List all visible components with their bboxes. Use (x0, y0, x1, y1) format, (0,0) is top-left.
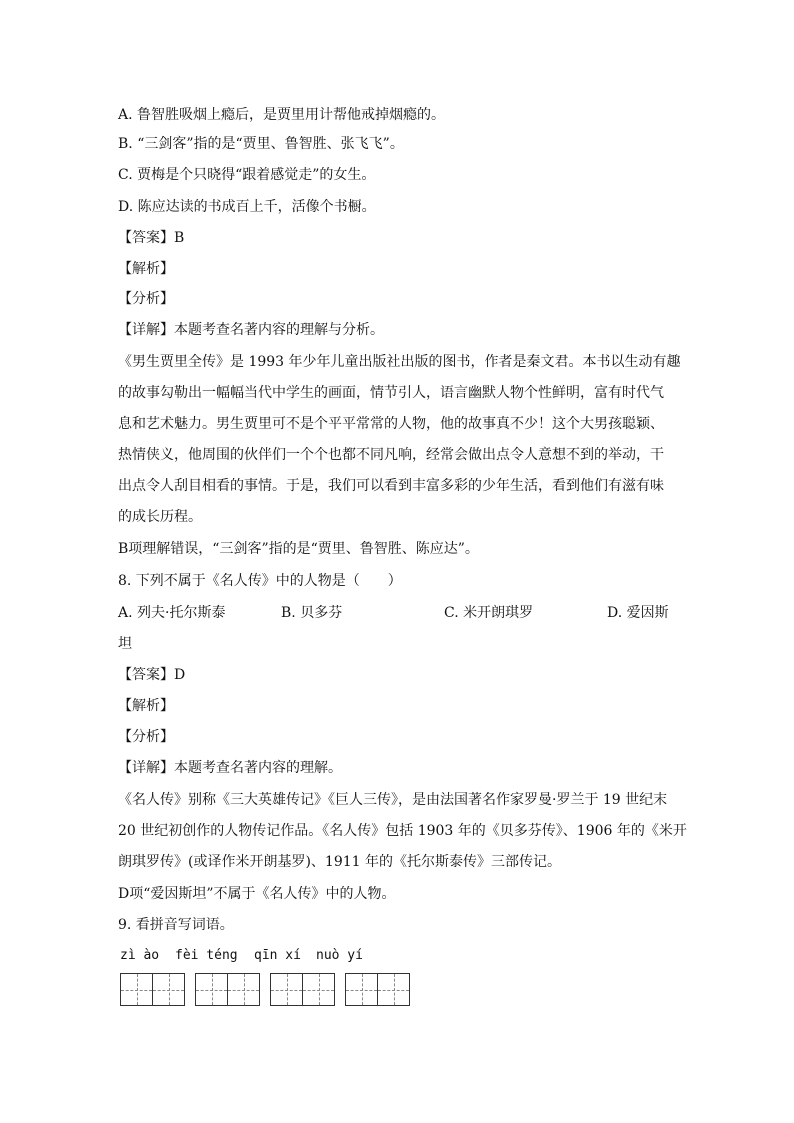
q8-option-b: B. 贝多芬 (281, 605, 343, 621)
q8-option-c: C. 米开朗琪罗 (444, 605, 534, 621)
q7-analysis-paragraph (118, 347, 681, 533)
q9-question: 9. 看拼音写词语。 (118, 917, 234, 933)
q7-analysis-line: 的成长历程。 (118, 509, 202, 525)
writing-grid-group (345, 973, 409, 1007)
tianzige-cell[interactable] (377, 973, 410, 1006)
q8-option-a: A. 列夫·托尔斯泰 (118, 605, 226, 621)
q8-xiangjie: 【详解】本题考查名著内容的理解。 (118, 760, 342, 776)
q8-answer: 【答案】D (118, 667, 186, 683)
q8-option-d: D. 爱因斯 (607, 605, 669, 621)
q8-analysis-line: 《名人传》别称《三大英雄传记》《巨人三传》，是由法国著名作家罗曼·罗兰于 19 世纪末 (118, 792, 668, 808)
q8-option-d-continued: 坦 (118, 636, 132, 652)
q7-conclusion: B项理解错误，“三剑客”指的是“贾里、鲁智胜、陈应达”。 (118, 541, 479, 557)
q7-analysis-line: 息和艺术魅力。男生贾里可不是个平平常常的人物，他的故事真不少！这个大男孩聪颖、 (118, 416, 664, 432)
q7-fenxi-heading: 【分析】 (118, 291, 174, 307)
q7-answer: 【答案】B (118, 230, 185, 246)
q7-analysis-line: 的故事勾勒出一幅幅当代中学生的画面，情节引人，语言幽默人物个性鲜明，富有时代气 (118, 385, 664, 401)
tianzige-cell[interactable] (345, 973, 378, 1006)
q7-xiangjie: 【详解】本题考查名著内容的理解与分析。 (118, 322, 384, 338)
q7-option-d: D. 陈应达读的书成百上千，活像个书橱。 (118, 199, 376, 215)
pinyin-label: nuò yí (316, 948, 363, 963)
q7-option-a: A. 鲁智胜吸烟上瘾后，是贾里用计帮他戒掉烟瘾的。 (118, 107, 446, 123)
writing-grid-group (120, 973, 184, 1007)
tianzige-cell[interactable] (227, 973, 260, 1006)
tianzige-cell[interactable] (302, 973, 335, 1006)
q7-jiexi-heading: 【解析】 (118, 261, 174, 277)
q8-analysis-line: 20 世纪初创作的人物传记作品。《名人传》包括 1903 年的《贝多芬传》、1906 年的《米开 (118, 823, 687, 839)
writing-grid-group (270, 973, 334, 1007)
q7-analysis-line: 《男生贾里全传》是 1993 年少年儿童出版社出版的图书，作者是秦文君。本书以生动有趣 (118, 354, 681, 370)
q8-fenxi-heading: 【分析】 (118, 729, 174, 745)
writing-grid-group (195, 973, 259, 1007)
q8-analysis-line: 朗琪罗传》(或译作米开朗基罗)、1911 年的《托尔斯泰传》三部传记。 (118, 854, 562, 870)
pinyin-label: fèi téng (175, 948, 238, 963)
pinyin-label: zì ào (120, 948, 160, 963)
tianzige-cell[interactable] (270, 973, 303, 1006)
q7-analysis-line: 出点令人刮目相看的事情。于是，我们可以看到丰富多彩的少年生活，看到他们有滋有味 (118, 478, 664, 494)
q8-question: 8. 下列不属于《名人传》中的人物是（ ） (118, 573, 402, 589)
q7-option-b: B. “三剑客”指的是“贾里、鲁智胜、张飞飞”。 (118, 136, 404, 152)
q8-jiexi-heading: 【解析】 (118, 698, 174, 714)
q8-analysis-paragraph (118, 785, 687, 878)
tianzige-cell[interactable] (120, 973, 153, 1006)
q7-analysis-line: 热情侠义，他周围的伙伴们一个个也都不同凡响，经常会做出点令人意想不到的举动，干 (118, 447, 664, 463)
q7-option-c: C. 贾梅是个只晓得“跟着感觉走”的女生。 (118, 167, 376, 183)
q8-conclusion: D项“爱因斯坦”不属于《名人传》中的人物。 (118, 886, 396, 902)
pinyin-label: qīn xí (254, 948, 301, 963)
tianzige-cell[interactable] (152, 973, 185, 1006)
tianzige-cell[interactable] (195, 973, 228, 1006)
